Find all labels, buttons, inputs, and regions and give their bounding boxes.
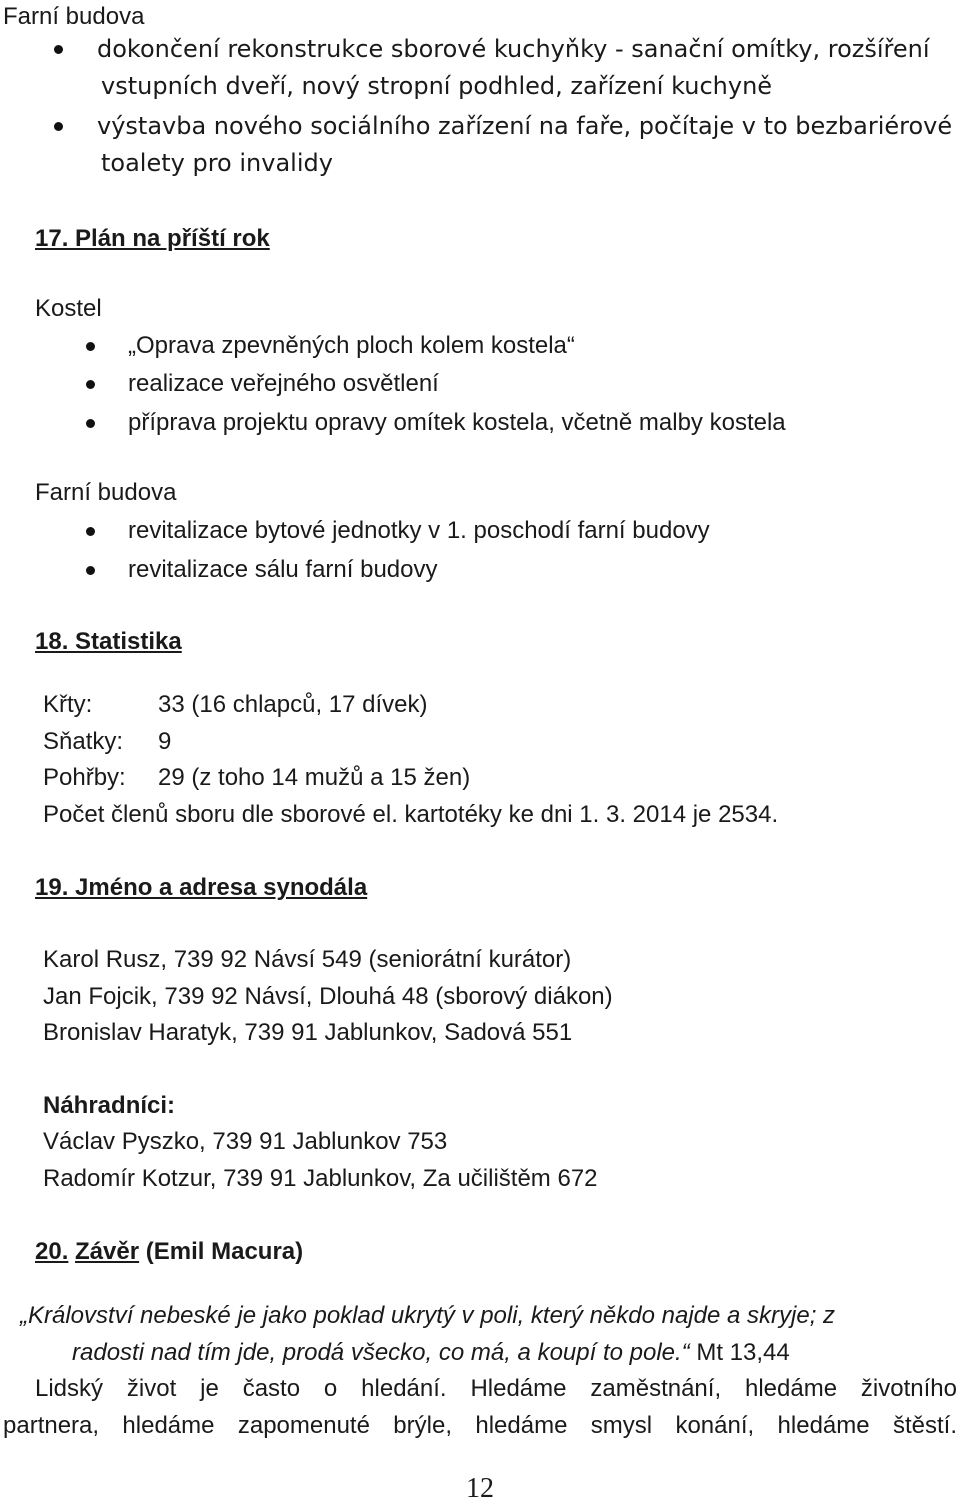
body-paragraph-line: Lidský život je často o hledání. Hledáme zaměstnání, hledáme životního	[35, 1375, 957, 1402]
heading-conclusion	[35, 1238, 303, 1266]
stat-value-weddings: 9	[158, 728, 172, 755]
section-title-parish-building: Farní budova	[3, 3, 145, 30]
list-item: dokončení rekonstrukce sborové kuchyňky - sanační omítky, rozšíření	[97, 35, 930, 63]
stat-value-baptisms: 33 (16 chlapců, 17 dívek)	[158, 691, 428, 718]
body-paragraph-line: partnera, hledáme zapomenuté brýle, hledáme smysl konání, hledáme štěstí.	[3, 1412, 957, 1439]
heading-synodal: 19. Jméno a adresa synodála	[35, 874, 368, 901]
member-count: Počet členů sboru dle sborové el. kartotéky ke dni 1. 3. 2014 je 2534.	[43, 801, 779, 828]
bullet-icon	[86, 419, 95, 428]
stat-label-weddings: Sňatky:	[43, 728, 124, 755]
stat-value-funerals: 29 (z toho 14 mužů a 15 žen)	[158, 764, 471, 791]
quote-text: radosti nad tím jde, prodá všecko, co má, a koupí to pole.“	[72, 1339, 690, 1366]
synodal-line: Bronislav Haratyk, 739 91 Jablunkov, Sadová 551	[43, 1019, 573, 1046]
substitute-line: Václav Pyszko, 739 91 Jablunkov 753	[43, 1128, 448, 1155]
substitute-line: Radomír Kotzur, 739 91 Jablunkov, Za učilištěm 672	[43, 1165, 598, 1192]
list-item: revitalizace bytové jednotky v 1. poschodí farní budovy	[128, 517, 710, 544]
section-title-parish-building-plan: Farní budova	[35, 479, 177, 506]
bullet-icon	[54, 45, 63, 54]
bullet-icon	[54, 122, 63, 131]
stat-label-baptisms: Křty:	[43, 691, 93, 718]
list-item: realizace veřejného osvětlení	[128, 370, 439, 397]
bullet-icon	[86, 380, 95, 389]
synodal-line: Jan Fojcik, 739 92 Návsí, Dlouhá 48 (sborový diákon)	[43, 983, 613, 1010]
bullet-icon	[86, 342, 95, 351]
substitutes-label: Náhradníci:	[43, 1092, 176, 1119]
list-item-continuation: toalety pro invalidy	[101, 149, 333, 177]
page-number: 12	[466, 1473, 494, 1504]
list-item-continuation: vstupních dveří, nový stropní podhled, zařízení kuchyně	[101, 72, 773, 100]
heading-conclusion-word: Závěr	[75, 1238, 140, 1265]
heading-statistics: 18. Statistika	[35, 628, 182, 655]
list-item: „Oprava zpevněných ploch kolem kostela“	[128, 332, 575, 359]
heading-plan: 17. Plán na příští rok	[35, 225, 270, 252]
bullet-icon	[86, 566, 95, 575]
section-title-church: Kostel	[35, 295, 102, 322]
heading-conclusion-author: (Emil Macura)	[145, 1238, 304, 1265]
synodal-line: Karol Rusz, 739 92 Návsí 549 (seniorátní kurátor)	[43, 946, 572, 973]
bullet-icon	[86, 527, 95, 536]
quote-line: „Království nebeské je jako poklad ukrytý v poli, který někdo najde a skryje; z	[20, 1302, 836, 1329]
list-item: revitalizace sálu farní budovy	[128, 556, 438, 583]
list-item: příprava projektu opravy omítek kostela, včetně malby kostela	[128, 409, 786, 436]
quote-reference: Mt 13,44	[696, 1339, 790, 1366]
list-item: výstavba nového sociálního zařízení na faře, počítaje v to bezbariérové	[97, 112, 953, 140]
quote-line-with-reference	[72, 1339, 790, 1367]
stat-label-funerals: Pohřby:	[43, 764, 126, 791]
heading-conclusion-number: 20.	[35, 1238, 69, 1265]
